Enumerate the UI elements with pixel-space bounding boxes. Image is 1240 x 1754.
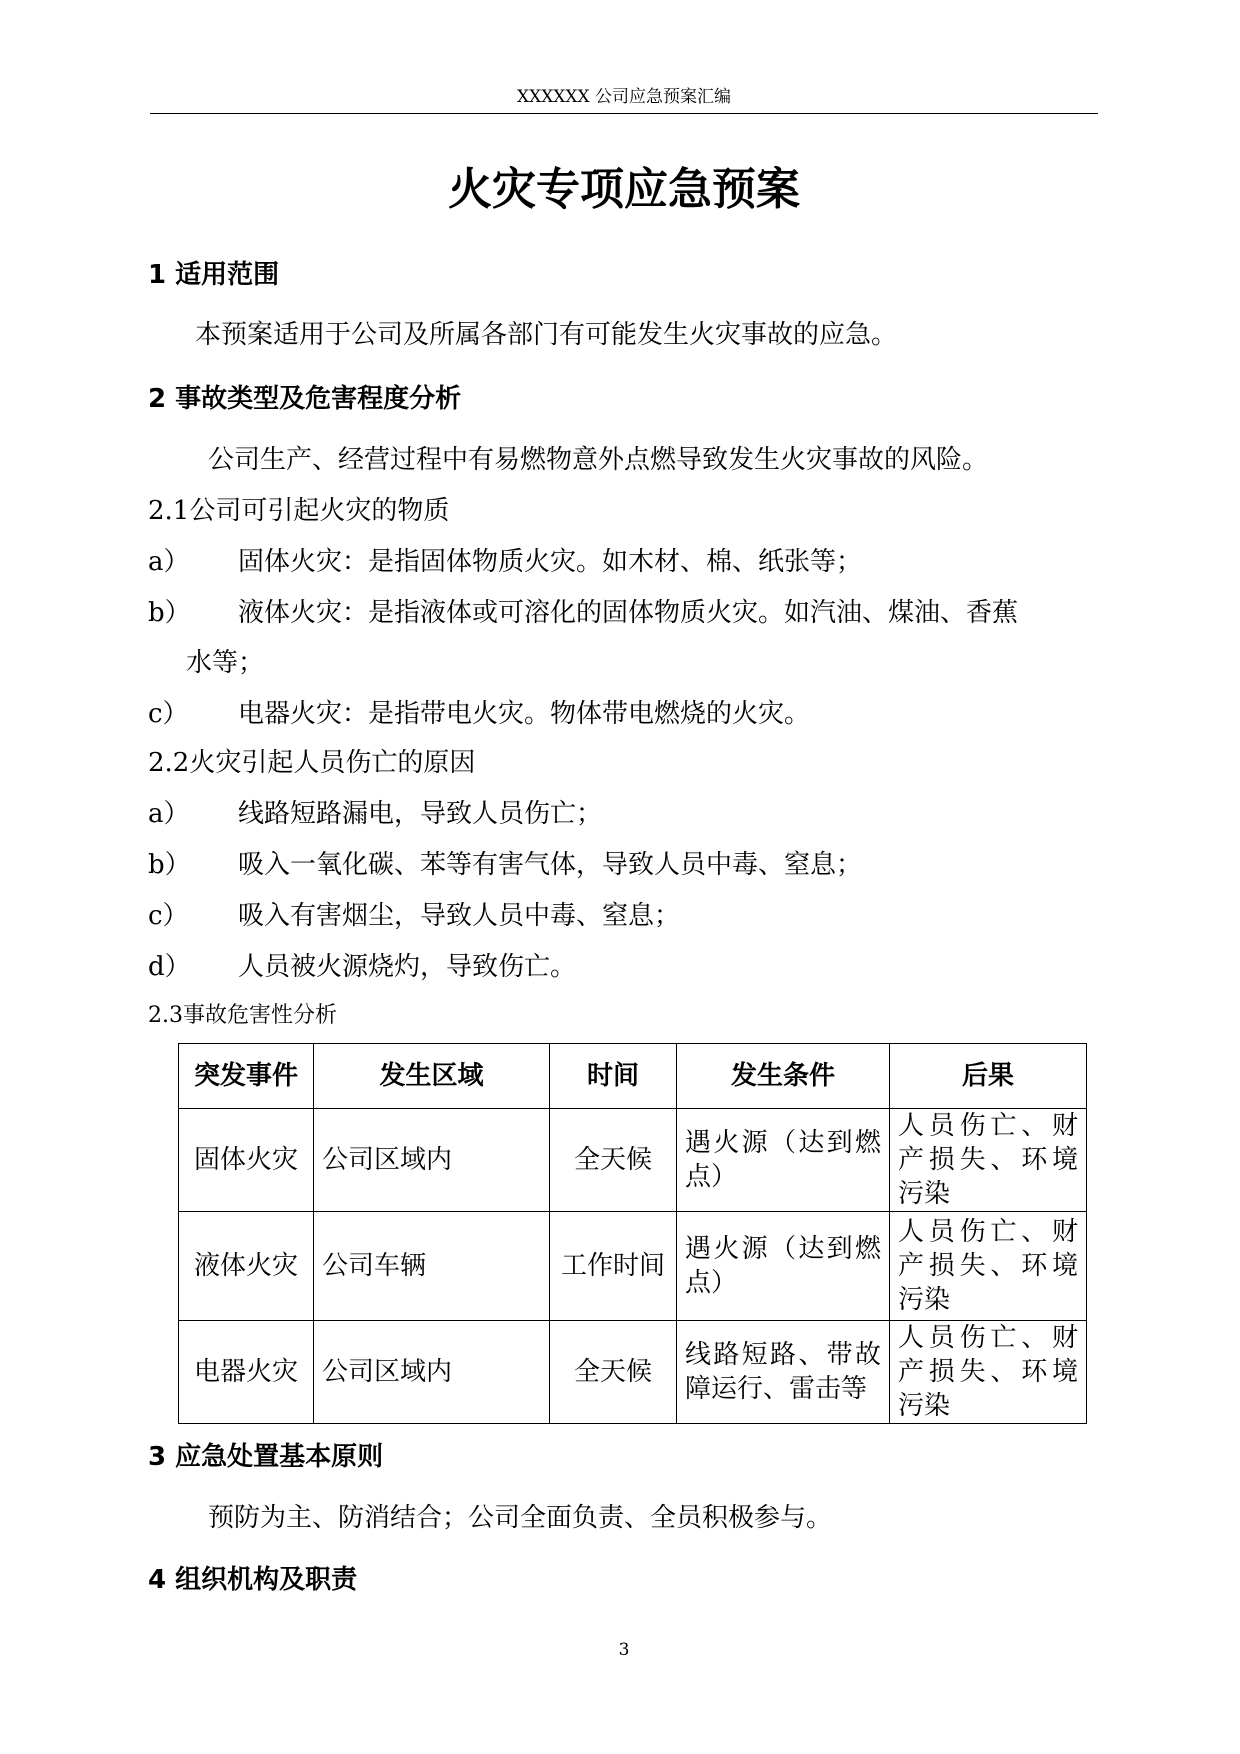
table-row [179,1212,1087,1321]
subsection-2-2-title: 2.2火灾引起人员伤亡的原因 [148,748,476,778]
list-item-label: a） [148,547,190,577]
section-3-text: 预防为主、防消结合；公司全面负责、全员积极参与。 [208,1503,833,1533]
section-4-heading: 4 组织机构及职责 [148,1565,358,1595]
hazard-analysis-table [178,1043,1087,1424]
list-item-label: c） [148,699,189,729]
list-item-text: 电器火灾：是指带电火灾。物体带电燃烧的火灾。 [238,699,811,729]
header-divider [150,113,1098,114]
table-cell: 全天候 [550,1321,677,1424]
table-cell: 全天候 [550,1109,677,1212]
section-2-intro: 公司生产、经营过程中有易燃物意外点燃导致发生火灾事故的风险。 [208,445,989,475]
list-item-text: 人员被火源烧灼，导致伤亡。 [238,952,577,982]
table-cell: 液体火灾 [179,1212,314,1321]
list-item-text-continued: 水等； [186,648,265,678]
list-item-text: 液体火灾：是指液体或可溶化的固体物质火灾。如汽油、煤油、香蕉 [238,598,1019,628]
subsection-2-3-title: 2.3事故危害性分析 [148,1003,337,1028]
table-cell: 工作时间 [550,1212,677,1321]
table-cell: 公司区域内 [314,1321,550,1424]
table-cell: 电器火灾 [179,1321,314,1424]
table-cell: 人员伤亡、财产损失、环境污染 [890,1212,1087,1321]
column-header: 突发事件 [179,1044,314,1109]
list-item-label: d） [148,952,191,982]
section-1-text: 本预案适用于公司及所属各部门有可能发生火灾事故的应急。 [195,320,898,350]
list-item-label: b） [148,850,191,880]
section-3-heading: 3 应急处置基本原则 [148,1442,384,1472]
list-item-label: c） [148,901,189,931]
list-item-text: 吸入有害烟尘，导致人员中毒、窒息； [238,901,681,931]
table-cell: 人员伤亡、财产损失、环境污染 [890,1321,1087,1424]
table-cell: 线路短路、带故障运行、雷击等 [677,1321,890,1424]
running-header: XXXXXX 公司应急预案汇编 [516,87,732,107]
table-cell: 遇火源（达到燃点） [677,1212,890,1321]
column-header: 后果 [890,1044,1087,1109]
list-item-text: 线路短路漏电，导致人员伤亡； [238,799,603,829]
column-header: 发生条件 [677,1044,890,1109]
list-item-label: a） [148,799,190,829]
table-cell: 遇火源（达到燃点） [677,1109,890,1212]
section-1-heading: 1 适用范围 [148,260,280,290]
table-cell: 公司区域内 [314,1109,550,1212]
column-header: 时间 [550,1044,677,1109]
list-item-label: b） [148,598,191,628]
column-header: 发生区域 [314,1044,550,1109]
table-row [179,1109,1087,1212]
list-item-text: 固体火灾：是指固体物质火灾。如木材、棉、纸张等； [238,547,863,577]
table-cell: 固体火灾 [179,1109,314,1212]
table-row [179,1321,1087,1424]
table-cell: 公司车辆 [314,1212,550,1321]
table-cell: 人员伤亡、财产损失、环境污染 [890,1109,1087,1212]
subsection-2-1-title: 2.1公司可引起火灾的物质 [148,496,450,526]
document-title: 火灾专项应急预案 [448,164,800,215]
page-number: 3 [618,1640,630,1660]
section-2-heading: 2 事故类型及危害程度分析 [148,384,462,414]
table-header-row [179,1044,1087,1109]
list-item-text: 吸入一氧化碳、苯等有害气体，导致人员中毒、窒息； [238,850,863,880]
